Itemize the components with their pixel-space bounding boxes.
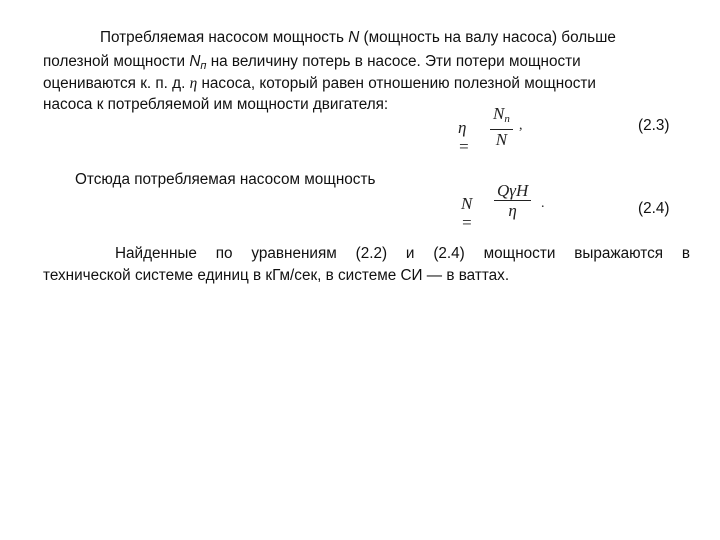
text-segment: насоса, который равен отношению полезной мощности [197, 75, 596, 92]
text-segment: Потребляемая насосом мощность [100, 29, 349, 46]
formula-lhs: N = [461, 194, 473, 232]
symbol-N: N [189, 53, 201, 70]
paragraph-1-line-3 [43, 74, 596, 94]
text-segment: полезной мощности [43, 53, 190, 70]
paragraph-1-line-1 [100, 28, 616, 48]
fraction-denominator: η [508, 201, 517, 220]
text-segment: (мощность на валу насоса) больше [359, 29, 616, 46]
formula-punctuation: . [541, 196, 545, 211]
paragraph-2: Отсюда потребляемая насосом мощность [75, 171, 376, 188]
symbol-N: N [348, 29, 360, 46]
formula-lhs: η = [458, 118, 470, 156]
paragraph-1-line-2 [43, 52, 581, 76]
numerator-subscript: п [504, 113, 510, 125]
symbol-subscript-p: п [200, 60, 207, 72]
text-segment: оцениваются к. п. д. [43, 75, 190, 92]
fraction-numerator [490, 104, 513, 129]
paragraph-3-line-2: технической системе единиц в кГм/сек, в системе СИ — в ваттах. [43, 267, 510, 284]
fraction-numerator: QγH [497, 181, 529, 200]
fraction [490, 104, 513, 149]
numerator-symbol: N [493, 104, 505, 123]
fraction-denominator: N [495, 130, 508, 149]
equation-number-2-4: (2.4) [638, 200, 670, 217]
equation-number-2-3: (2.3) [638, 117, 670, 134]
fraction [494, 181, 531, 220]
symbol-eta: η [189, 75, 198, 92]
paragraph-3-line-1: Найденные по уравнениям (2.2) и (2.4) мощности выражаются в [115, 245, 690, 262]
paragraph-1-line-4: насоса к потребляемой им мощности двигателя: [43, 96, 389, 113]
text-segment: на величину потерь в насосе. Эти потери мощности [206, 53, 581, 70]
formula-punctuation: , [519, 118, 523, 133]
